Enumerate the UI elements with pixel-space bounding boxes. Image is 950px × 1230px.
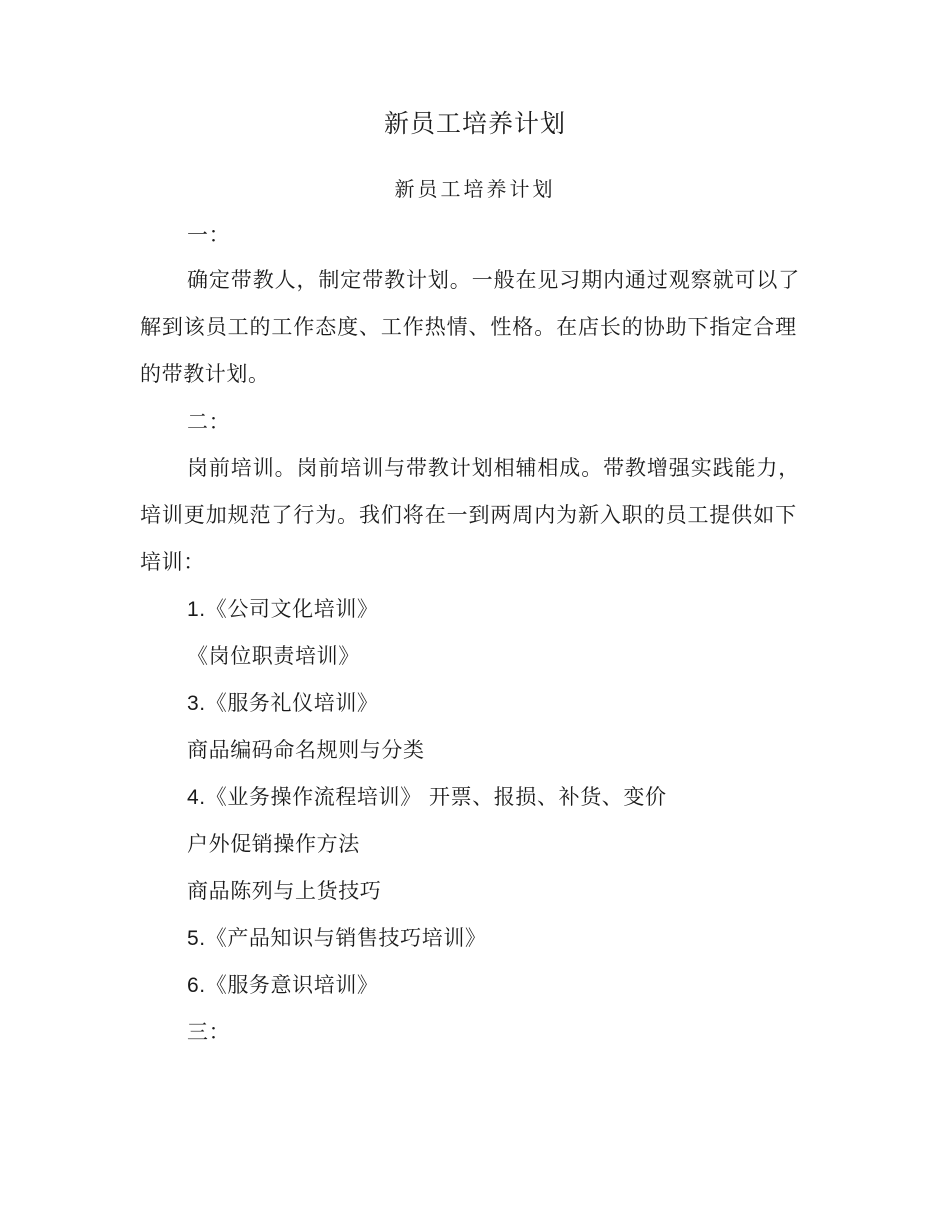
list-item: [187, 734, 425, 764]
list-item-text: 商品编码命名规则与分类: [187, 738, 425, 762]
section-heading-1: 一：: [187, 223, 231, 247]
paragraph-line: 培训：: [140, 550, 205, 574]
list-item-text: 《公司文化培训》: [205, 597, 379, 621]
paragraph-line: 解到该员工的工作态度、工作热情、性格。在店长的协助下指定合理: [140, 315, 797, 339]
list-item: [187, 828, 360, 858]
list-item-text: 商品陈列与上货技巧: [187, 879, 382, 903]
list-item-text: 《产品知识与销售技巧培训》: [205, 926, 487, 950]
list-item: [187, 969, 379, 999]
list-item: [187, 875, 381, 905]
list-item: [187, 640, 360, 670]
paragraph-line: 培训更加规范了行为。我们将在一到两周内为新入职的员工提供如下: [140, 503, 797, 527]
paragraph-line: 确定带教人，制定带教计划。一般在见习期内通过观察就可以了: [187, 268, 801, 292]
list-item-text: 《业务操作流程培训》 开票、报损、补货、变价: [205, 785, 667, 809]
list-item: [187, 593, 379, 623]
document-subtitle: 新员工培养计划: [394, 177, 556, 201]
paragraph-line: 的带教计划。: [140, 362, 270, 386]
list-item-number: 6.: [187, 974, 206, 997]
section-heading-2: 二：: [187, 410, 231, 434]
list-item-number: 4.: [187, 786, 206, 809]
list-item-number: 3.: [187, 692, 206, 715]
section-heading-3: 三：: [187, 1020, 231, 1044]
list-item-text: 户外促销操作方法: [187, 832, 360, 856]
list-item-text: 《服务礼仪培训》: [205, 691, 379, 715]
list-item-number: 5.: [187, 927, 206, 950]
list-item-text: 《服务意识培训》: [205, 973, 379, 997]
list-item-number: 1.: [187, 598, 206, 621]
list-item: [187, 687, 379, 717]
list-item: [187, 922, 487, 952]
list-item-text: 《岗位职责培训》: [187, 644, 360, 668]
paragraph-line: 岗前培训。岗前培训与带教计划相辅相成。带教增强实践能力，: [187, 456, 801, 480]
document-title: 新员工培养计划: [383, 109, 566, 138]
list-item: [187, 781, 667, 811]
